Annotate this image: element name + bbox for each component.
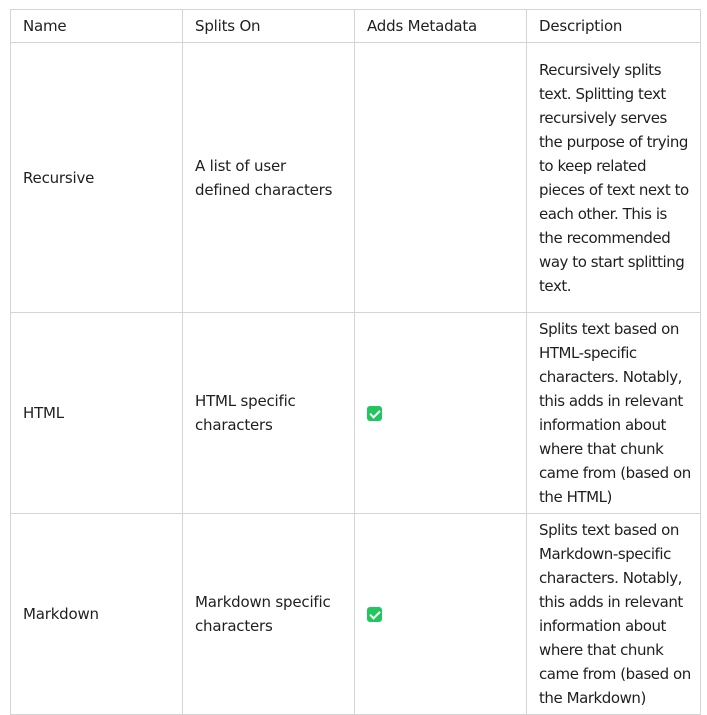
cell-name: Recursive: [11, 43, 183, 313]
header-splits-on: Splits On: [183, 10, 355, 43]
cell-description: Recursively splits text. Splitting text recursively serves the purpose of trying to keep related pieces of text next to each other. This is the recommended way to start splitting text.: [527, 43, 701, 313]
cell-description: Splits text based on Markdown-specific characters. Notably, this adds in relevant information about where that chunk came from (based on the Markdown): [527, 514, 701, 715]
cell-description: Splits text based on HTML-specific characters. Notably, this adds in relevant information about where that chunk came from (based on the HTML): [527, 313, 701, 514]
check-box-icon: [367, 406, 382, 421]
cell-splits-on: A list of user defined characters: [183, 43, 355, 313]
table-row: [11, 514, 701, 715]
header-adds-metadata: Adds Metadata: [355, 10, 527, 43]
cell-adds-metadata: [355, 514, 527, 715]
header-row: [11, 10, 701, 43]
header-name: Name: [11, 10, 183, 43]
table-row: [11, 43, 701, 313]
cell-adds-metadata: [355, 313, 527, 514]
cell-name: HTML: [11, 313, 183, 514]
header-description: Description: [527, 10, 701, 43]
cell-splits-on: Markdown specific characters: [183, 514, 355, 715]
cell-adds-metadata: [355, 43, 527, 313]
check-box-icon: [367, 607, 382, 622]
cell-name: Markdown: [11, 514, 183, 715]
table-header: [11, 10, 701, 43]
table-body: [11, 43, 701, 715]
table-row: [11, 313, 701, 514]
text-splitters-table-container: [10, 9, 701, 715]
text-splitters-table: [10, 9, 701, 715]
cell-splits-on: HTML specific characters: [183, 313, 355, 514]
